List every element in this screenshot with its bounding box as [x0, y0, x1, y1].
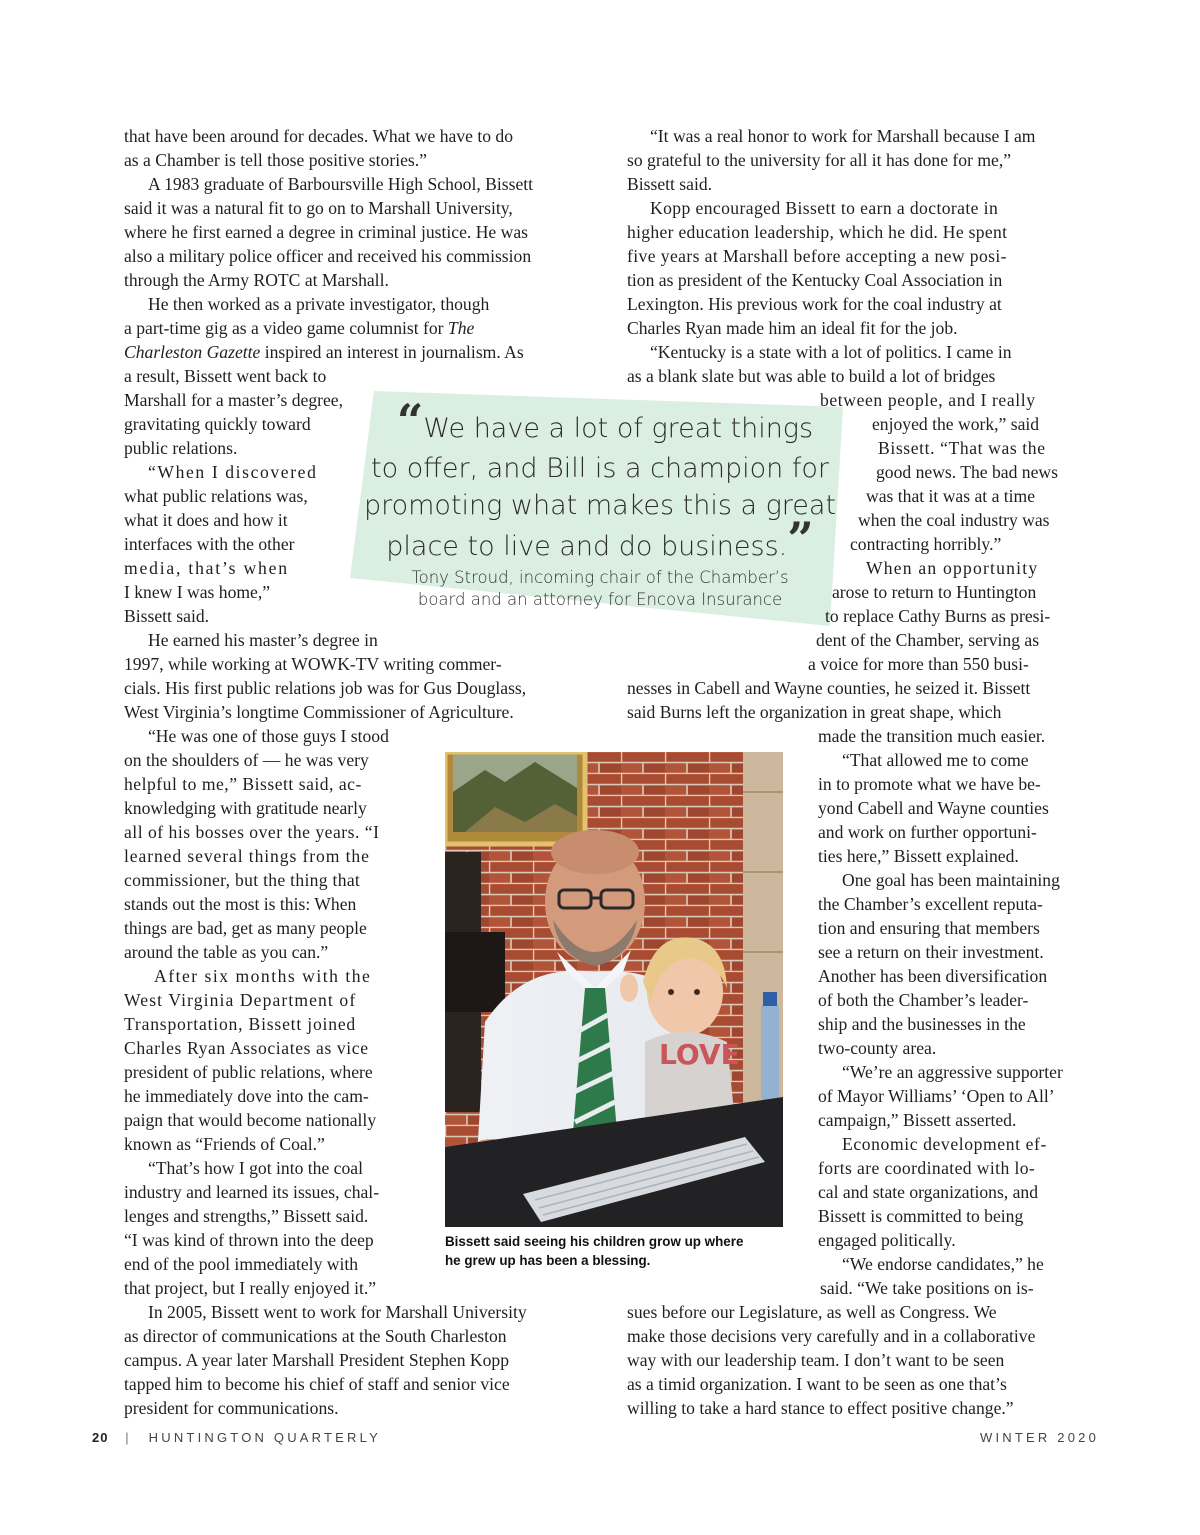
body-line: dent of the Chamber, serving as	[816, 630, 1040, 650]
pull-quote-line	[395, 394, 815, 448]
body-line: He then worked as a private investigator, though	[148, 294, 490, 314]
body-line: tion as president of the Kentucky Coal Association in	[627, 270, 1003, 290]
body-line: ties here,” Bissett explained.	[818, 846, 1019, 866]
body-line: engaged politically.	[818, 1230, 956, 1250]
publication-name-italic: Charleston Gazette	[124, 342, 261, 362]
body-text: inspired an interest in journalism. As	[260, 342, 524, 362]
body-line: good news. The bad news	[876, 462, 1058, 482]
body-line: Charles Ryan Associates as vice	[124, 1038, 369, 1058]
body-line: way with our leadership team. I don’t want to be seen	[627, 1350, 1005, 1370]
body-line	[124, 340, 524, 364]
page-footer-left	[92, 1430, 381, 1450]
body-line: president for communications.	[124, 1398, 339, 1418]
body-line: around the table as you can.”	[124, 942, 329, 962]
body-line: Bissett said.	[627, 174, 713, 194]
body-line: public relations.	[124, 438, 238, 458]
caption-line: he grew up has been a blessing.	[445, 1253, 651, 1268]
footer-separator: |	[125, 1430, 132, 1445]
body-line: a voice for more than 550 busi-	[808, 654, 1029, 674]
body-line: said Burns left the organization in great shape, which	[627, 702, 1002, 722]
body-line: made the transition much easier.	[818, 726, 1046, 746]
body-line: as director of communications at the South Charleston	[124, 1326, 507, 1346]
body-line: Marshall for a master’s degree,	[124, 390, 344, 410]
body-line: he immediately dove into the cam-	[124, 1086, 369, 1106]
body-line: willing to take a hard stance to effect positive change.”	[627, 1398, 1014, 1418]
body-text: a part-time gig as a video game columnist for	[124, 318, 448, 338]
body-line: paign that would become nationally	[124, 1110, 377, 1130]
body-line: A 1983 graduate of Barboursville High School, Bissett	[148, 174, 534, 194]
body-line: Another has been diversification	[818, 966, 1048, 986]
body-line: One goal has been maintaining	[842, 870, 1060, 890]
body-line: higher education leadership, which he did. He spent	[627, 222, 1008, 242]
body-line: between people, and I really	[820, 390, 1036, 410]
body-line: lenges and strengths,” Bissett said.	[124, 1206, 369, 1226]
body-line: that project, but I really enjoyed it.”	[124, 1278, 377, 1298]
body-line: arose to return to Huntington	[832, 582, 1037, 602]
body-line: five years at Marshall before accepting a new posi-	[627, 246, 1007, 266]
open-quote-mark: “	[396, 394, 424, 448]
body-line: In 2005, Bissett went to work for Marshall University	[148, 1302, 527, 1322]
body-line: When an opportunity	[866, 558, 1039, 578]
body-line: as a Chamber is tell those positive stories.”	[124, 150, 427, 170]
body-line: Bissett said.	[124, 606, 210, 626]
body-line: He earned his master’s degree in	[148, 630, 378, 650]
body-line: commissioner, but the thing that	[124, 870, 361, 890]
body-line: “I was kind of thrown into the deep	[124, 1230, 374, 1250]
body-line: of Mayor Williams’ ‘Open to All’	[818, 1086, 1055, 1106]
body-line	[124, 316, 474, 340]
body-line: learned several things from the	[124, 846, 370, 866]
page-number: 20	[92, 1430, 109, 1445]
body-line: Lexington. His previous work for the coal industry at	[627, 294, 1002, 314]
body-line: and work on further opportuni-	[818, 822, 1037, 842]
body-line: “We endorse candidates,” he	[842, 1254, 1044, 1274]
body-line: through the Army ROTC at Marshall.	[124, 270, 389, 290]
body-line: “He was one of those guys I stood	[148, 726, 389, 746]
body-line: all of his bosses over the years. “I	[124, 822, 380, 842]
body-line: nesses in Cabell and Wayne counties, he seized it. Bissett	[627, 678, 1031, 698]
body-line: the Chamber’s excellent reputa-	[818, 894, 1043, 914]
body-line: in to promote what we have be-	[818, 774, 1041, 794]
body-line: campus. A year later Marshall President Stephen Kopp	[124, 1350, 510, 1370]
body-line: to replace Cathy Burns as presi-	[825, 606, 1051, 626]
body-line: forts are coordinated with lo-	[818, 1158, 1036, 1178]
pull-quote-text: place to live and do business.	[386, 531, 788, 562]
body-line: “Kentucky is a state with a lot of politics. I came in	[650, 342, 1012, 362]
body-line: “We’re an aggressive supporter	[842, 1062, 1063, 1082]
body-line: said. “We take positions on is-	[820, 1278, 1034, 1298]
photo-caption	[445, 1232, 785, 1270]
body-line: what it does and how it	[124, 510, 288, 530]
pull-quote-attribution: board and an attorney for Encova Insurance	[417, 590, 783, 609]
body-line: so grateful to the university for all it has done for me,”	[627, 150, 1012, 170]
body-line: as a timid organization. I want to be seen as one that’s	[627, 1374, 1007, 1394]
pull-quote-attribution: Tony Stroud, incoming chair of the Chamber’s	[411, 568, 789, 587]
body-line: cials. His first public relations job was for Gus Douglass,	[124, 678, 527, 698]
body-line: Bissett is committed to being	[818, 1206, 1024, 1226]
body-line: stands out the most is this: When	[124, 894, 357, 914]
body-line: West Virginia Department of	[124, 990, 357, 1010]
body-line: things are bad, get as many people	[124, 918, 367, 938]
body-line: enjoyed the work,” said	[872, 414, 1040, 434]
body-line: said it was a natural fit to go on to Marshall University,	[124, 198, 513, 218]
publication-name: HUNTINGTON QUARTERLY	[148, 1430, 381, 1445]
pull-quote-line: to offer, and Bill is a champion for	[371, 453, 829, 484]
body-line: contracting horribly.”	[850, 534, 1002, 554]
body-line: as a blank slate but was able to build a lot of bridges	[627, 366, 996, 386]
body-line: that have been around for decades. What we have to do	[124, 126, 514, 146]
body-line: see a return on their investment.	[818, 942, 1044, 962]
body-line: also a military police officer and received his commission	[124, 246, 532, 266]
body-line: Transportation, Bissett joined	[124, 1014, 357, 1034]
body-line: I knew I was home,”	[124, 582, 271, 602]
pull-quote-text: We have a lot of great things	[423, 413, 814, 444]
body-line: what public relations was,	[124, 486, 308, 506]
body-line: sues before our Legislature, as well as Congress. We	[627, 1302, 997, 1322]
body-line: where he first earned a degree in criminal justice. He was	[124, 222, 528, 242]
body-line: end of the pool immediately with	[124, 1254, 359, 1274]
body-line: gravitating quickly toward	[124, 414, 311, 434]
publication-name-italic: The	[447, 318, 475, 338]
body-line: campaign,” Bissett asserted.	[818, 1110, 1017, 1130]
body-line: helpful to me,” Bissett said, ac-	[124, 774, 362, 794]
body-line: tion and ensuring that members	[818, 918, 1040, 938]
body-line: on the shoulders of — he was very	[124, 750, 369, 770]
body-line: was that it was at a time	[866, 486, 1036, 506]
body-line: president of public relations, where	[124, 1062, 373, 1082]
body-line: a result, Bissett went back to	[124, 366, 327, 386]
body-line: cal and state organizations, and	[818, 1182, 1039, 1202]
body-line: yond Cabell and Wayne counties	[818, 798, 1049, 818]
close-quote-mark: ”	[787, 512, 814, 566]
pull-quote-line	[380, 512, 820, 566]
body-line: After six months with the	[154, 966, 372, 986]
body-line: make those decisions very carefully and in a collaborative	[627, 1326, 1036, 1346]
body-line: West Virginia’s longtime Commissioner of Agriculture.	[124, 702, 514, 722]
body-line: two-county area.	[818, 1038, 937, 1058]
pull-quote-line: promoting what makes this a great	[363, 490, 837, 521]
caption-line: Bissett said seeing his children grow up where	[445, 1234, 744, 1249]
body-line: “When I discovered	[148, 462, 318, 482]
body-line: Economic development ef-	[842, 1134, 1047, 1154]
body-line: media, that’s when	[124, 558, 289, 578]
body-line: “That allowed me to come	[842, 750, 1029, 770]
body-line: 1997, while working at WOWK-TV writing commer-	[124, 654, 502, 674]
issue-date: WINTER 2020	[980, 1430, 1100, 1445]
body-line: Kopp encouraged Bissett to earn a doctorate in	[650, 198, 999, 218]
body-line: tapped him to become his chief of staff and senior vice	[124, 1374, 510, 1394]
body-line: ship and the businesses in the	[818, 1014, 1026, 1034]
body-line: “That’s how I got into the coal	[148, 1158, 363, 1178]
body-line: industry and learned its issues, chal-	[124, 1182, 380, 1202]
body-line: interfaces with the other	[124, 534, 295, 554]
body-line: Bissett. “That was the	[878, 438, 1046, 458]
body-line: Charles Ryan made him an ideal fit for the job.	[627, 318, 958, 338]
body-line: “It was a real honor to work for Marshall because I am	[650, 126, 1036, 146]
body-line: of both the Chamber’s leader-	[818, 990, 1029, 1010]
shirt-letters: LOVE	[659, 1038, 740, 1071]
body-line: knowledging with gratitude nearly	[124, 798, 367, 818]
photo	[445, 752, 783, 1227]
photo-illustration	[445, 752, 783, 1227]
body-line: when the coal industry was	[858, 510, 1050, 530]
body-line: known as “Friends of Coal.”	[124, 1134, 325, 1154]
